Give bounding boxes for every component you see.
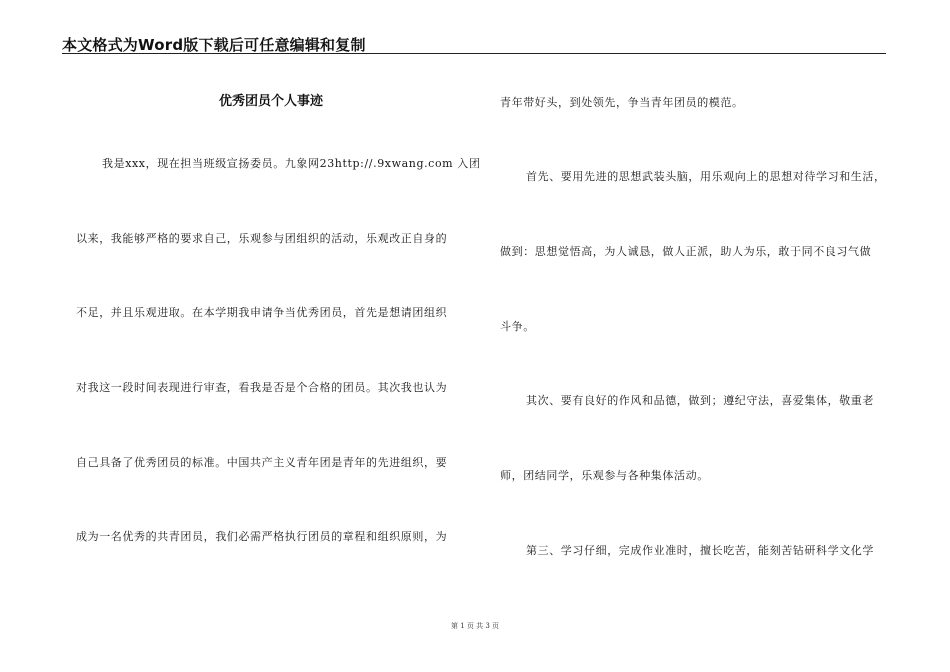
document-title: 优秀团员个人事迹 — [218, 94, 323, 109]
text-line: 成为一名优秀的共青团员，我们必需严格执行团员的章程和组织原则，为 — [76, 530, 448, 543]
text-line: 对我这一段时间表现进行审查，看我是否是个合格的团员。其次我也认为 — [76, 381, 448, 394]
text-line: 斗争。 — [500, 320, 535, 333]
text-line: 做到：思想觉悟高，为人诚恳，做人正派，助人为乐，敢于同不良习气做 — [500, 245, 872, 258]
right-column — [500, 0, 890, 620]
text-line: 不足，并且乐观进取。在本学期我申请争当优秀团员，首先是想请团组织 — [76, 306, 448, 319]
text-line: 其次、要有良好的作风和品德，做到；遵纪守法，喜爱集体，敬重老 — [526, 394, 874, 407]
page-number: 第 1 页 共 3 页 — [450, 622, 500, 630]
text-line: 师，团结同学，乐观参与各种集体活动。 — [500, 469, 709, 482]
text-line: 青年带好头，到处领先，争当青年团员的模范。 — [500, 96, 744, 109]
text-line: 自己具备了优秀团员的标准。中国共产主义青年团是青年的先进组织，要 — [76, 456, 448, 469]
text-line: 以来，我能够严格的要求自己，乐观参与团组织的活动，乐观改正自身的 — [76, 232, 448, 245]
text-line: 第三、学习仔细，完成作业准时，擅长吃苦，能刻苦钻研科学文化学 — [526, 544, 874, 557]
text-line: 首先、要用先进的思想武装头脑，用乐观向上的思想对待学习和生活， — [526, 170, 886, 183]
header-title: 本文格式为Word版下载后可任意编辑和复制 — [62, 36, 366, 54]
left-column — [76, 0, 481, 620]
text-line: 我是xxx，现在担当班级宣扬委员。九象网23http://.9xwang.com 入团 — [102, 157, 481, 170]
